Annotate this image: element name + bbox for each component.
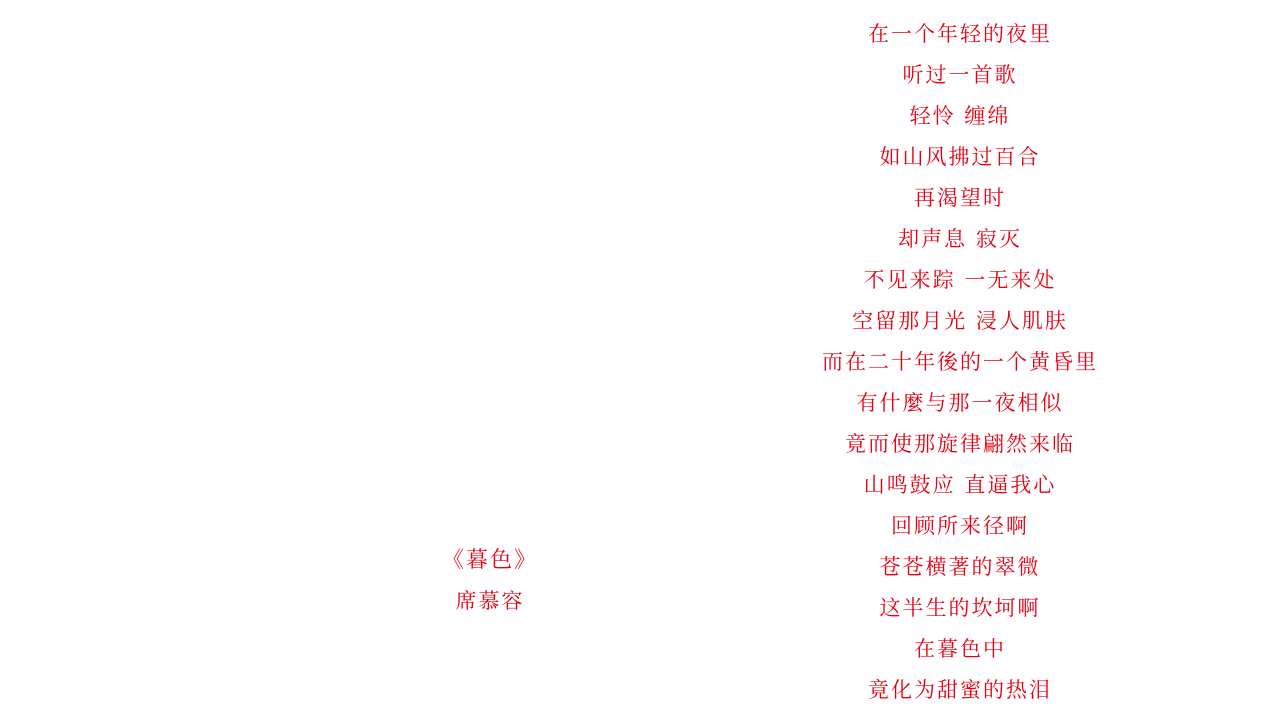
poem-line: 在一个年轻的夜里 <box>868 22 1052 46</box>
page-title: 《暮色》 <box>441 548 538 573</box>
poem-line: 再渴望时 <box>914 186 1006 210</box>
poem-line: 回顾所来径啊 <box>891 514 1029 538</box>
poem-line: 不见来踪 一无来处 <box>863 268 1057 292</box>
poem-line: 竟化为甜蜜的热泪 <box>868 678 1052 702</box>
poem-body <box>790 14 1130 711</box>
poem-line: 在暮色中 <box>914 637 1006 661</box>
poem-line: 如山风拂过百合 <box>879 145 1041 169</box>
poem-line: 山鸣鼓应 直逼我心 <box>863 473 1057 497</box>
poem-heading <box>320 540 660 622</box>
poem-line: 竟而使那旋律翩然来临 <box>845 432 1075 456</box>
poem-line: 却声息 寂灭 <box>898 227 1022 251</box>
poem-line: 空留那月光 浸人肌肤 <box>852 309 1068 333</box>
poem-author: 席慕容 <box>455 589 525 613</box>
poem-line: 这半生的坎坷啊 <box>879 596 1041 620</box>
poem-line: 听过一首歌 <box>902 63 1018 87</box>
poem-line: 轻怜 缠绵 <box>909 104 1011 128</box>
poem-line: 而在二十年後的一个黄昏里 <box>822 350 1098 374</box>
poem-line: 有什麼与那一夜相似 <box>856 391 1064 415</box>
poem-line: 苍苍横著的翠微 <box>879 555 1041 579</box>
